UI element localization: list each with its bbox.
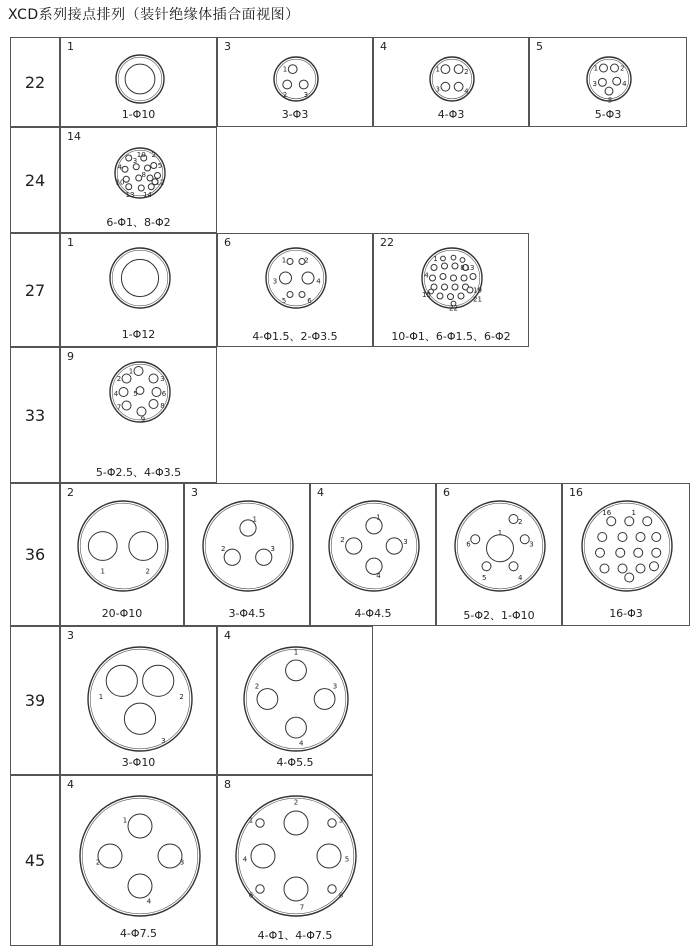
contact-number: 1 [376, 513, 381, 522]
contact-count: 6 [443, 486, 450, 499]
contact-hole [441, 82, 450, 91]
contact-hole [88, 532, 117, 561]
insert-face-diagram [447, 493, 553, 599]
contact-number: 1 [631, 508, 636, 517]
contact-spec: 4-Φ4.5 [354, 607, 392, 620]
contact-hole [652, 548, 661, 557]
contact-number: 15 [422, 291, 431, 299]
contact-number: 3 [179, 858, 184, 867]
contact-number: 4 [622, 79, 627, 88]
contact-number: 6 [248, 891, 254, 900]
contact-spec: 1-Φ10 [121, 108, 156, 121]
insert-face-diagram [258, 240, 334, 316]
contact-hole [452, 263, 458, 269]
page-title: XCD系列接点排列（装针绝缘体插合面视图） [8, 7, 300, 23]
insert-face-diagram [236, 639, 356, 759]
contact-count: 5 [536, 40, 543, 53]
insert-outline [274, 57, 318, 101]
contact-number: 1 [248, 816, 254, 825]
insert-face-diagram [414, 240, 490, 316]
contact-spec: 5-Φ2、1-Φ10 [463, 609, 535, 622]
contact-number: 3 [435, 85, 440, 94]
contact-hole [598, 78, 606, 86]
contact-count: 1 [67, 40, 74, 53]
contact-number: 4 [518, 574, 523, 582]
contact-count: 14 [67, 130, 81, 143]
contact-arrangement-cell [217, 233, 373, 347]
contact-number: 2 [95, 858, 100, 867]
contact-number: 1 [100, 567, 105, 576]
shell-size-label: 24 [24, 170, 46, 190]
contact-number: 5 [607, 96, 613, 105]
contact-arrangement-cell [60, 233, 217, 347]
contact-hole [150, 163, 156, 169]
contact-number: 3 [332, 682, 338, 691]
contact-hole [142, 665, 173, 696]
contact-hole [487, 535, 514, 562]
contact-number: 2 [293, 798, 299, 807]
contact-number: 2 [304, 256, 309, 265]
contact-hole [431, 265, 437, 271]
contact-hole [280, 272, 292, 284]
insert-outline [88, 647, 192, 751]
contact-number: 8 [338, 891, 344, 900]
contact-hole [442, 284, 448, 290]
contact-hole [636, 564, 645, 573]
contact-arrangement-cell [60, 483, 184, 626]
contact-count: 1 [67, 236, 74, 249]
contact-count: 2 [67, 486, 74, 499]
contact-arrangement-cell [60, 127, 217, 233]
contact-spec: 3-Φ3 [281, 108, 309, 121]
contact-hole [600, 564, 609, 573]
contact-hole [288, 65, 297, 74]
contact-number: 7 [116, 403, 121, 412]
contact-number: 1 [593, 64, 599, 73]
contact-hole [106, 665, 137, 696]
contact-hole [98, 844, 122, 868]
contact-hole [471, 535, 480, 544]
contact-hole [452, 284, 458, 290]
contact-count: 4 [224, 629, 231, 642]
contact-number: 16 [602, 508, 612, 517]
contact-number: 1 [282, 65, 288, 74]
contact-hole [346, 538, 362, 554]
contact-number: 3 [272, 277, 278, 286]
shell-size-label: 27 [24, 280, 46, 300]
contact-number: 1 [281, 256, 287, 265]
contact-number: 5 [132, 390, 138, 398]
contact-hole [299, 292, 305, 298]
contact-hole [124, 703, 155, 734]
contact-hole [317, 844, 341, 868]
contact-number: 2 [221, 544, 226, 553]
contact-hole [448, 294, 454, 300]
contact-hole [287, 292, 293, 298]
contact-number: 1 [293, 648, 299, 657]
contact-hole [128, 814, 152, 838]
contact-arrangement-cell [373, 233, 529, 347]
contact-number: 4 [117, 163, 122, 172]
contact-hole [256, 819, 264, 827]
contact-hole [454, 65, 463, 74]
contact-spec: 3-Φ4.5 [228, 607, 266, 620]
contact-hole [634, 548, 643, 557]
contact-hole [643, 517, 652, 526]
insert-face-diagram [108, 47, 172, 111]
contact-spec: 5-Φ2.5、4-Φ3.5 [95, 466, 182, 479]
contact-arrangement-cell [529, 37, 687, 127]
insert-face-diagram [102, 354, 178, 430]
contact-hole [129, 532, 158, 561]
contact-hole [437, 293, 443, 299]
contact-spec: 4-Φ5.5 [276, 756, 314, 769]
contact-number: 1 [497, 529, 503, 537]
insert-inner-ring [331, 503, 417, 589]
contact-number: 3 [338, 816, 344, 825]
contact-hole [284, 877, 308, 901]
contact-number: 3 [160, 737, 166, 746]
shell-size-label: 45 [24, 851, 46, 870]
contact-count: 9 [67, 350, 74, 363]
contact-hole [625, 573, 634, 582]
contact-hole [128, 874, 152, 898]
contact-number: 7 [299, 903, 305, 912]
contact-arrangement-cell [217, 626, 373, 775]
contact-hole [650, 562, 659, 571]
contact-arrangement-cell [436, 483, 562, 626]
contact-hole [652, 533, 661, 542]
contact-number: 2 [518, 517, 523, 526]
contact-number: 4 [113, 390, 118, 398]
contact-hole [257, 689, 278, 710]
contact-count: 4 [380, 40, 387, 53]
contact-hole [482, 562, 491, 571]
contact-count: 3 [191, 486, 198, 499]
contact-number: 4 [298, 739, 304, 748]
contact-number: 2 [145, 567, 150, 576]
contact-hole [598, 533, 607, 542]
contact-number: 6 [161, 390, 166, 398]
contact-spec: 16-Φ3 [609, 607, 643, 620]
contact-number: 4 [146, 897, 151, 906]
insert-face-diagram [102, 240, 178, 316]
contact-hole [328, 819, 336, 827]
contact-hole [299, 80, 308, 89]
contact-spec: 1-Φ12 [121, 328, 156, 341]
contact-arrangement-cell [310, 483, 436, 626]
contact-hole [441, 65, 450, 74]
contact-hole [158, 844, 182, 868]
contact-number: 3 [159, 375, 165, 383]
contact-hole [287, 259, 293, 265]
contact-number: 13 [465, 264, 475, 272]
contact-hole [618, 533, 627, 542]
contact-hole [386, 538, 402, 554]
contact-number: 13 [125, 190, 134, 199]
contact-number: 5 [344, 855, 350, 864]
contact-number: 10 [136, 150, 146, 159]
contact-number: 2 [151, 150, 156, 159]
contact-arrangement-cell [373, 37, 529, 127]
contact-spec: 4-Φ1.5、2-Φ3.5 [252, 330, 338, 343]
contact-count: 8 [224, 778, 231, 791]
contact-number: 21 [473, 295, 482, 304]
shell-size-label: 39 [24, 691, 46, 710]
contact-hole [256, 549, 272, 565]
contact-number: 3 [303, 90, 309, 99]
contact-hole [460, 258, 465, 263]
contact-spec: 4-Φ1、4-Φ7.5 [257, 929, 333, 942]
contact-number: 2 [178, 692, 184, 701]
insert-face-diagram [195, 493, 301, 599]
insert-inner-ring [205, 503, 291, 589]
contact-hole [134, 367, 143, 376]
contact-hole [224, 549, 240, 565]
contact-hole [149, 400, 158, 409]
contact-number: 1 [128, 367, 133, 376]
contact-hole [520, 535, 529, 544]
contact-number: 4 [316, 277, 321, 286]
contact-hole [152, 388, 161, 397]
insert-face-diagram [72, 788, 208, 924]
contact-number: 1 [433, 255, 438, 263]
contact-arrangement-cell [217, 775, 373, 946]
contact-hole [302, 272, 314, 284]
contact-number: 2 [116, 375, 121, 383]
contact-number: 3 [132, 157, 137, 165]
contact-arrangement-cell [60, 775, 217, 946]
contact-arrangement-cell [217, 37, 373, 127]
contact-spec: 6-Φ1、8-Φ2 [106, 216, 171, 229]
contact-arrangement-cell [60, 626, 217, 775]
contact-hole [314, 689, 335, 710]
contact-number: 1 [252, 515, 257, 524]
contact-hole [618, 564, 627, 573]
contact-hole [441, 256, 446, 261]
insert-outline [203, 501, 293, 591]
contact-number: 4 [376, 571, 381, 580]
contact-hole [286, 660, 307, 681]
contact-hole [611, 64, 619, 72]
contact-hole [256, 885, 264, 893]
contact-hole [122, 166, 128, 172]
contact-spec: 3-Φ10 [121, 756, 156, 769]
contact-hole [509, 562, 518, 571]
contact-hole [596, 548, 605, 557]
contact-arrangement-cell [184, 483, 310, 626]
contact-number: 9 [140, 415, 145, 424]
contact-number: 2 [340, 535, 345, 544]
contact-hole [454, 82, 463, 91]
contact-hole [458, 293, 464, 299]
contact-hole [125, 155, 131, 161]
contact-hole [607, 517, 616, 526]
contact-hole [122, 401, 131, 410]
contact-number: 1 [122, 816, 127, 825]
contact-arrangement-cell [60, 347, 217, 483]
contact-number: 2 [619, 64, 625, 73]
contact-number: 5 [281, 297, 287, 305]
contact-hole [440, 274, 446, 280]
insert-face-diagram [266, 49, 326, 109]
shell-size-label: 33 [24, 405, 46, 425]
contact-number: 14 [142, 190, 152, 199]
contact-number: 1 [98, 692, 103, 701]
contact-hole [286, 717, 307, 738]
contact-hole [451, 255, 456, 260]
contact-hole [119, 388, 128, 397]
contact-hole [470, 274, 476, 280]
contact-hole [430, 275, 436, 281]
contact-hole [149, 374, 158, 383]
contact-hole [283, 80, 292, 89]
insert-outline [329, 501, 419, 591]
contact-number: 4 [242, 855, 248, 864]
contact-number: 12 [155, 178, 164, 187]
contact-number: 2 [464, 67, 469, 76]
contact-number: 19 [473, 286, 482, 295]
contact-count: 22 [380, 236, 394, 249]
contact-number: 8 [159, 402, 165, 410]
contact-number: 2 [282, 90, 288, 99]
contact-number: 2 [254, 682, 260, 691]
contact-hole [616, 548, 625, 557]
contact-hole [284, 811, 308, 835]
contact-count: 6 [224, 236, 231, 249]
insert-face-diagram [228, 788, 364, 924]
insert-face-diagram [70, 493, 176, 599]
contact-number: 10 [115, 178, 124, 187]
contact-number: 4 [464, 87, 469, 96]
contact-hole [125, 64, 155, 94]
contact-number: 5 [157, 162, 162, 170]
contact-hole [328, 885, 336, 893]
contact-spec: 5-Φ3 [594, 108, 622, 121]
contact-number: 8 [141, 170, 146, 179]
contact-number: 4 [424, 271, 429, 280]
contact-count: 3 [67, 629, 74, 642]
contact-hole [251, 844, 275, 868]
contact-arrangement-cell [60, 37, 217, 127]
contact-hole [613, 77, 621, 85]
contact-hole [605, 87, 613, 95]
contact-spec: 10-Φ1、6-Φ1.5、6-Φ2 [391, 330, 511, 343]
insert-face-diagram [574, 493, 680, 599]
contact-count: 4 [317, 486, 324, 499]
contact-hole [461, 275, 467, 281]
contact-arrangement-cell [562, 483, 690, 626]
contact-hole [121, 259, 158, 296]
contact-spec: 4-Φ3 [437, 108, 465, 121]
insert-face-diagram [422, 49, 482, 109]
contact-number: 3 [592, 79, 597, 88]
contact-count: 16 [569, 486, 583, 499]
contact-hole [509, 515, 518, 524]
contact-number: 3 [270, 544, 275, 553]
contact-hole [125, 184, 131, 190]
contact-number: 3 [529, 540, 534, 549]
contact-hole [442, 263, 448, 269]
contact-hole [625, 517, 634, 526]
contact-number: 6 [307, 297, 312, 305]
contact-count: 4 [67, 778, 74, 791]
insert-face-diagram [80, 639, 200, 759]
contact-number: 1 [435, 65, 440, 74]
contact-number: 5 [482, 574, 487, 582]
shell-size-label: 36 [24, 545, 46, 564]
contact-number: 3 [403, 538, 408, 546]
contact-hole [636, 533, 645, 542]
shell-size-label: 22 [24, 72, 46, 92]
contact-spec: 20-Φ10 [101, 607, 143, 620]
insert-face-diagram [321, 493, 427, 599]
insert-face-diagram [107, 140, 173, 206]
contact-number: 6 [466, 540, 471, 549]
contact-hole [451, 275, 457, 281]
contact-number: 22 [449, 304, 458, 313]
contact-spec: 4-Φ7.5 [119, 927, 158, 940]
insert-face-diagram [579, 49, 639, 109]
contact-count: 3 [224, 40, 231, 53]
contact-number: 8 [460, 264, 465, 272]
contact-hole [600, 64, 608, 72]
